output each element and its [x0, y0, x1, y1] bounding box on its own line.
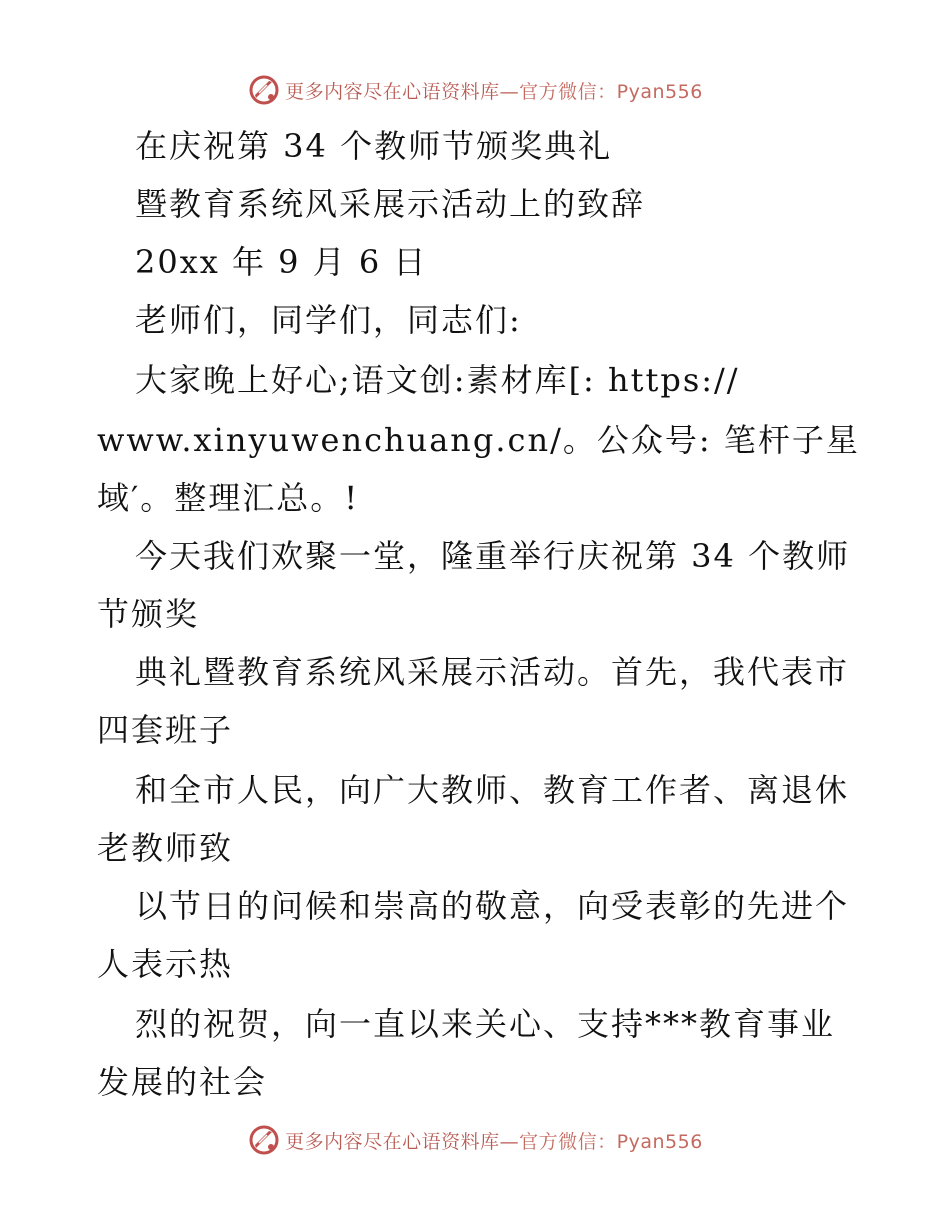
paragraph-line: 以节日的问候和崇高的敬意，向受表彰的先进个 [135, 887, 850, 925]
paragraph-line: 今天我们欢聚一堂，隆重举行庆祝第 34 个教师 [135, 537, 851, 575]
paragraph-line: 烈的祝贺，向一直以来关心、支持***教育事业 [135, 1005, 836, 1043]
salutation: 老师们，同学们，同志们: [135, 301, 522, 339]
title-line-2: 暨教育系统风采展示活动上的致辞 [135, 185, 646, 223]
paragraph-line: 大家晚上好心;语文创:素材库[: https:// [135, 361, 740, 399]
paragraph-line: 老教师致 [97, 829, 234, 867]
paragraph-line: 四套班子 [97, 711, 234, 749]
paragraph-line: www.xinyuwenchuang.cn/。公众号: 笔杆子星 [97, 421, 860, 459]
paragraph-line: 和全市人民，向广大教师、教育工作者、离退休 [135, 771, 850, 809]
quill-logo-icon [247, 73, 281, 107]
watermark-text: 更多内容尽在心语资料库—官方微信：Pyan556 [285, 1130, 703, 1153]
watermark-text: 更多内容尽在心语资料库—官方微信：Pyan556 [285, 80, 703, 103]
quill-logo-icon [247, 1123, 281, 1157]
date-line: 20xx 年 9 月 6 日 [135, 243, 428, 281]
watermark-footer [0, 1120, 950, 1160]
paragraph-line: 人表示热 [97, 945, 234, 983]
paragraph-line: 节颁奖 [97, 595, 200, 633]
paragraph-line: 典礼暨教育系统风采展示活动。首先，我代表市 [135, 653, 850, 691]
watermark-header [0, 70, 950, 110]
title-line-1: 在庆祝第 34 个教师节颁奖典礼 [135, 127, 613, 165]
paragraph-line: 域′。整理汇总。! [97, 479, 360, 517]
paragraph-line: 发展的社会 [97, 1063, 268, 1101]
